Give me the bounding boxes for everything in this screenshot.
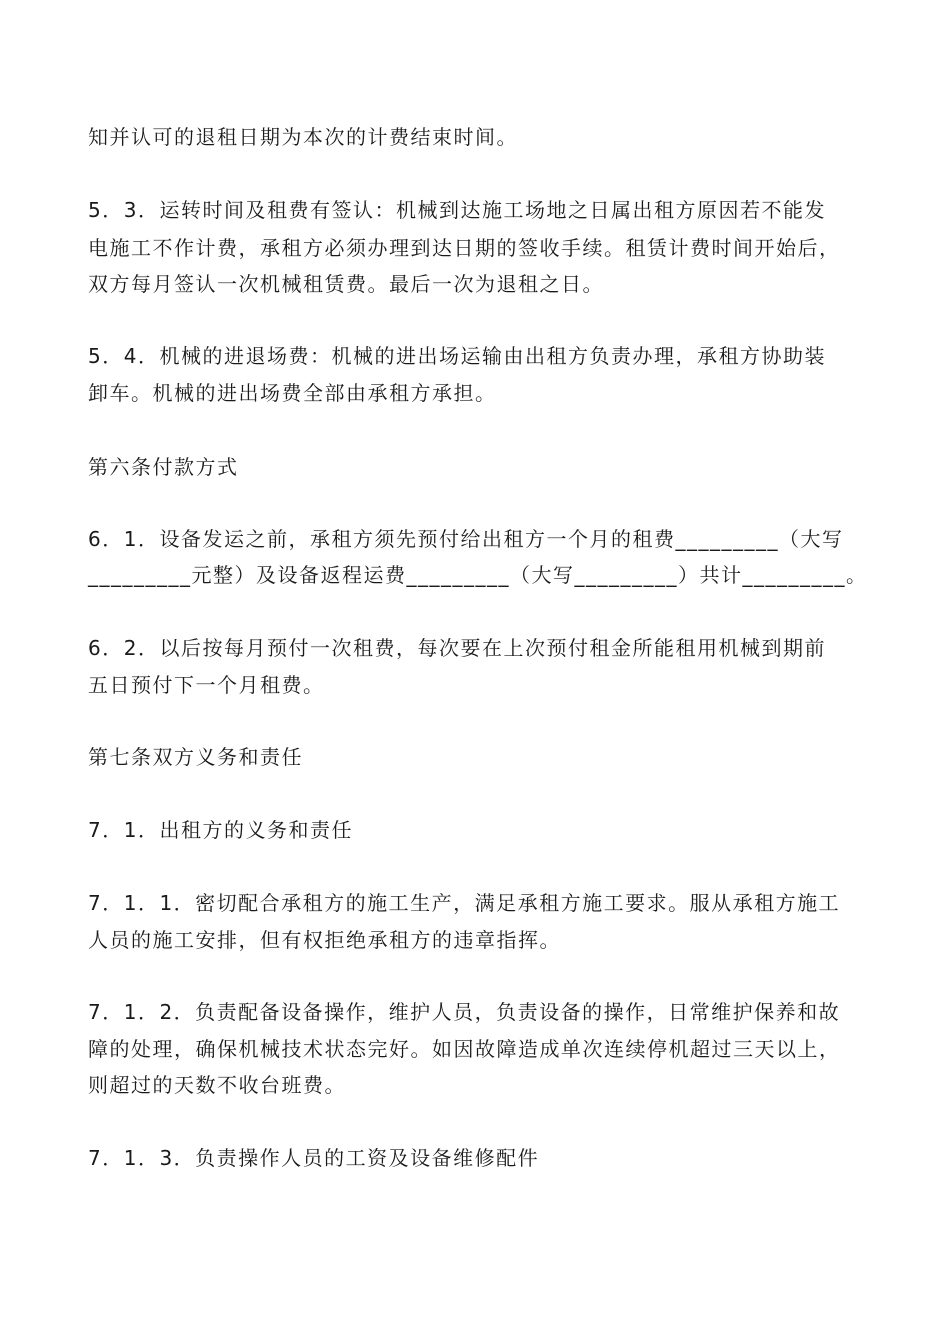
text-line: 5．4．机械的进退场费：机械的进出场运输由出租方负责办理，承租方协助装 bbox=[88, 344, 826, 368]
text-line: 6．2．以后按每月预付一次租费，每次要在上次预付租金所能租用机械到期前 bbox=[88, 636, 826, 660]
text-line: 5．3．运转时间及租费有签认：机械到达施工场地之日属出租方原因若不能发 bbox=[88, 198, 826, 222]
text-line: _________元整）及设备返程运费_________（大写_________）共计_________。 bbox=[88, 563, 868, 587]
section-title: 第七条双方义务和责任 bbox=[88, 745, 303, 769]
text-line: 卸车。机械的进出场费全部由承租方承担。 bbox=[88, 381, 497, 405]
text-line: 7．1．1．密切配合承租方的施工生产，满足承租方施工要求。服从承租方施工 bbox=[88, 891, 841, 915]
text-line: 7．1．3．负责操作人员的工资及设备维修配件 bbox=[88, 1146, 540, 1170]
text-line: 双方每月签认一次机械租赁费。最后一次为退租之日。 bbox=[88, 272, 604, 296]
text-line: 7．1．2．负责配备设备操作，维护人员，负责设备的操作，日常维护保养和故 bbox=[88, 1000, 841, 1024]
section-title: 第六条付款方式 bbox=[88, 455, 239, 479]
text-line: 则超过的天数不收台班费。 bbox=[88, 1073, 346, 1097]
text-line: 五日预付下一个月租费。 bbox=[88, 673, 325, 697]
text-line: 7．1．出租方的义务和责任 bbox=[88, 818, 353, 842]
text-line: 人员的施工安排，但有权拒绝承租方的违章指挥。 bbox=[88, 928, 561, 952]
text-line: 障的处理，确保机械技术状态完好。如因故障造成单次连续停机超过三天以上， bbox=[88, 1037, 841, 1061]
text-line: 知并认可的退租日期为本次的计费结束时间。 bbox=[88, 125, 518, 149]
text-line: 6．1．设备发运之前，承租方须先预付给出租方一个月的租费_________（大写 bbox=[88, 527, 844, 551]
text-line: 电施工不作计费，承租方必须办理到达日期的签收手续。租赁计费时间开始后， bbox=[88, 236, 841, 260]
